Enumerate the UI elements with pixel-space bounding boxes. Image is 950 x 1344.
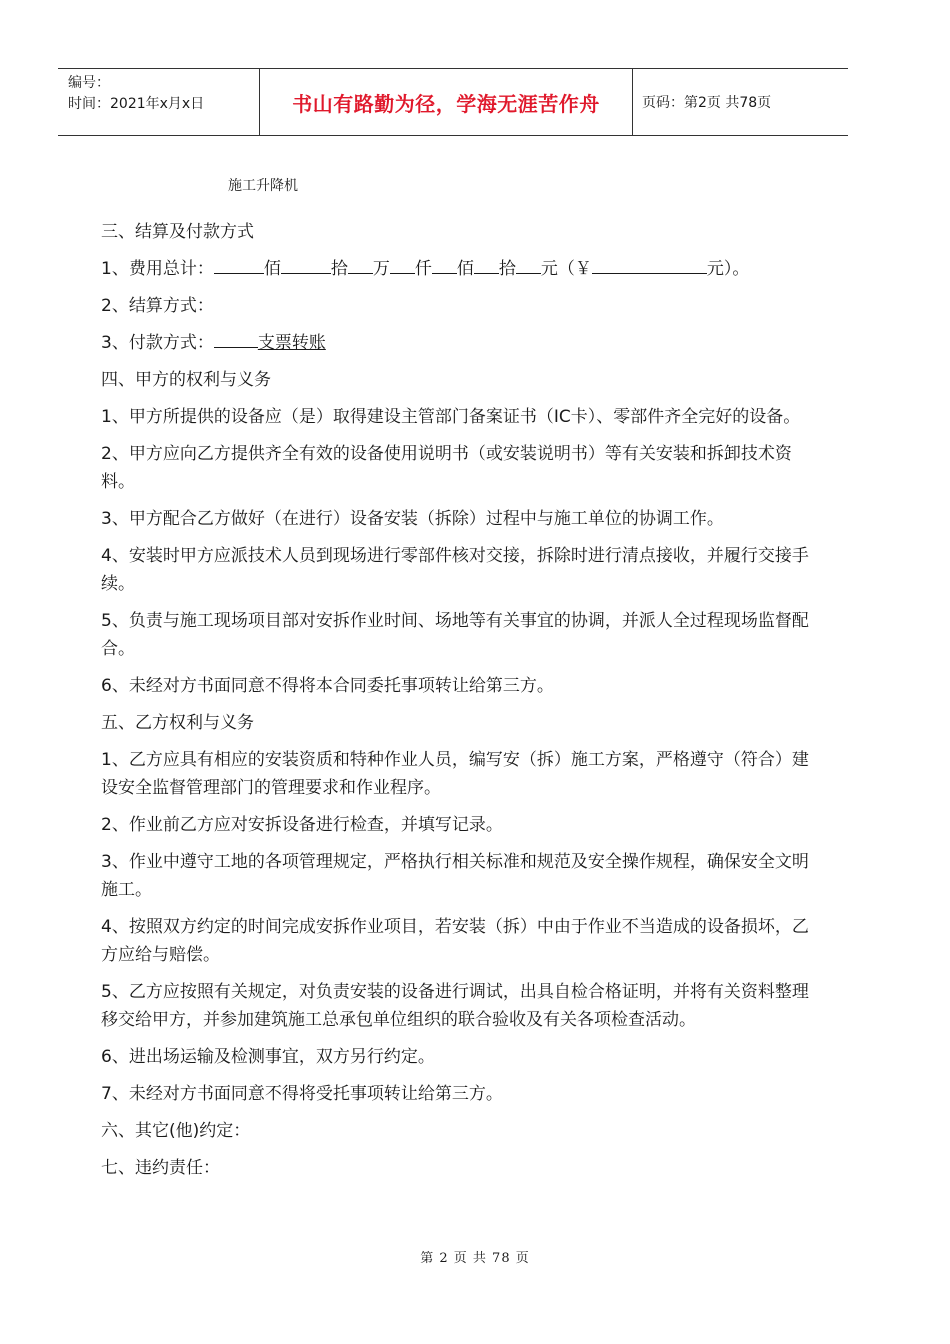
document-number-label: 编号： — [68, 75, 110, 91]
contract-body — [101, 218, 811, 1191]
clause-paragraph: 1、乙方应具有相应的安装资质和特种作业人员，编写安（拆）施工方案，严格遵守（符合）建设安全监督管理部门的管理要求和作业程序。 — [101, 750, 809, 798]
section-title: 四、甲方的权利与义务 — [101, 370, 271, 390]
page-footer: 第 2 页 共 78 页 — [420, 1251, 530, 1266]
header-meta — [58, 69, 259, 135]
unit-label: 元）。 — [706, 259, 750, 279]
clause-paragraph: 4、安装时甲方应派技术人员到现场进行零部件核对交接，拆除时进行清点接收，并履行交接手续。 — [101, 546, 809, 594]
clause-paragraph: 5、负责与施工现场项目部对安拆作业时间、场地等有关事宜的协调，并派人全过程现场监督配合。 — [101, 611, 809, 659]
equipment-subtitle: 施工升降机 — [228, 178, 298, 194]
unit-label: 佰 — [456, 259, 474, 279]
settlement-method: 2、结算方式： — [101, 296, 214, 316]
unit-label: 万 — [372, 259, 390, 279]
clause-paragraph: 6、未经对方书面同意不得将本合同委托事项转让给第三方。 — [101, 676, 554, 696]
section-title: 三、结算及付款方式 — [101, 222, 254, 242]
clause-paragraph: 4、按照双方约定的时间完成安拆作业项目，若安装（拆）中由于作业不当造成的设备损坏，乙方应给与赔偿。 — [101, 917, 809, 965]
blank-field — [474, 255, 499, 274]
unit-label: 佰 — [263, 259, 281, 279]
unit-label: 拾 — [498, 259, 516, 279]
blank-field — [432, 255, 457, 274]
blank-field — [214, 255, 264, 274]
header-motto: 书山有路勤为径，学海无涯苦作舟 — [259, 69, 633, 135]
payment-method-label: 3、付款方式： — [101, 333, 214, 353]
total-fee-label: 1、费用总计： — [101, 259, 214, 279]
clause-paragraph: 3、甲方配合乙方做好（在进行）设备安装（拆除）过程中与施工单位的协调工作。 — [101, 509, 724, 529]
clause-paragraph: 2、甲方应向乙方提供齐全有效的设备使用说明书（或安装说明书）等有关安装和拆卸技术资料。 — [101, 444, 792, 492]
clause-paragraph: 2、作业前乙方应对安拆设备进行检查，并填写记录。 — [101, 815, 503, 835]
unit-label: 元（￥ — [540, 259, 592, 279]
blank-field — [516, 255, 541, 274]
unit-label: 仟 — [414, 259, 432, 279]
blank-field — [592, 255, 707, 274]
clause-paragraph: 7、未经对方书面同意不得将受托事项转让给第三方。 — [101, 1084, 503, 1104]
section-title: 六、其它(他)约定： — [101, 1121, 251, 1141]
blank-field — [390, 255, 415, 274]
payment-method-value: 支票转账 — [257, 333, 326, 353]
clause-paragraph: 3、作业中遵守工地的各项管理规定，严格执行相关标准和规范及安全操作规程，确保安全文明施工。 — [101, 852, 809, 900]
blank-field — [214, 329, 258, 348]
clause-paragraph: 1、甲方所提供的设备应（是）取得建设主管部门备案证书（IC卡）、零部件齐全完好的设备。 — [101, 407, 801, 427]
blank-field — [281, 255, 331, 274]
clause-paragraph: 5、乙方应按照有关规定，对负责安装的设备进行调试，出具自检合格证明，并将有关资料整理移交给甲方，并参加建筑施工总承包单位组织的联合验收及有关各项检查活动。 — [101, 982, 809, 1030]
payment-method-line — [101, 329, 811, 357]
unit-label: 拾 — [330, 259, 348, 279]
clause-paragraph: 6、进出场运输及检测事宜，双方另行约定。 — [101, 1047, 435, 1067]
section-title: 七、违约责任： — [101, 1158, 220, 1178]
total-fee-line — [101, 255, 811, 283]
document-time-label: 时间：2021年x月x日 — [68, 96, 205, 112]
page-header — [58, 68, 848, 136]
header-page-label: 页码：第2页 共78页 — [642, 95, 772, 111]
section-title: 五、乙方权利与义务 — [101, 713, 254, 733]
blank-field — [348, 255, 373, 274]
